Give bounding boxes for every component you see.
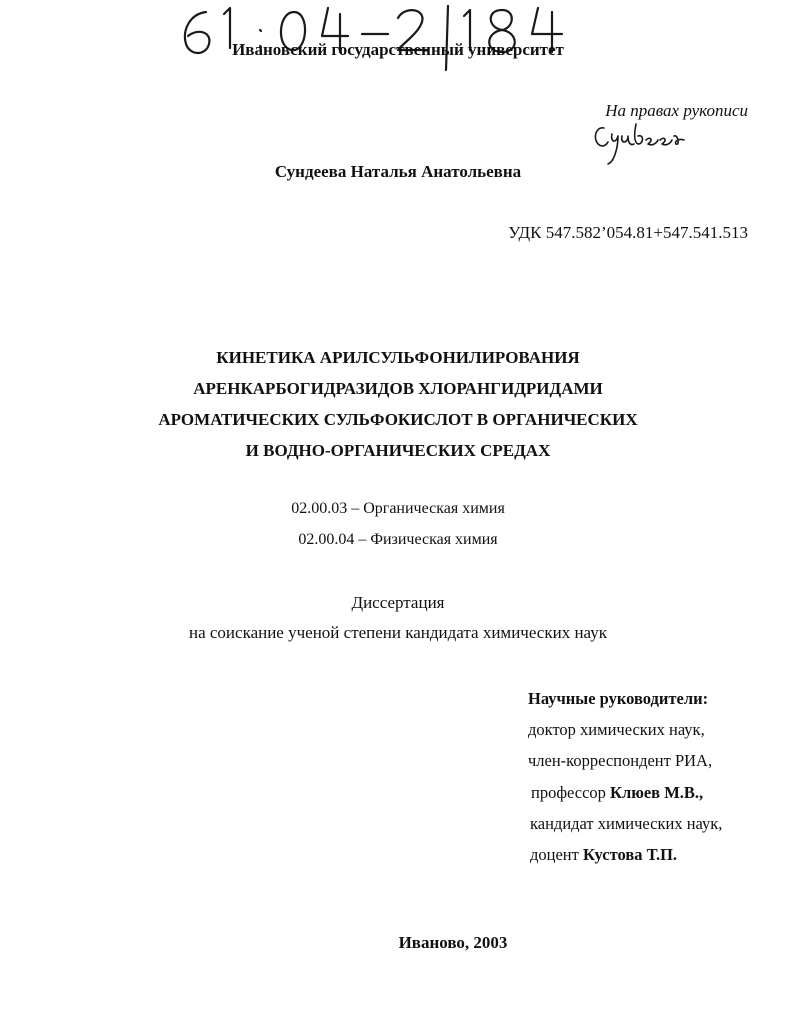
title-line: АРОМАТИЧЕСКИХ СУЛЬФОКИСЛОТ В ОРГАНИЧЕСКИХ xyxy=(158,410,638,429)
specialty-organic-chemistry: 02.00.03 – Органическая химия xyxy=(291,500,505,517)
supervisor-name: Кустова Т.П. xyxy=(582,845,678,865)
udk-code: УДК 547.582’054.81+547.541.513 xyxy=(508,223,748,242)
supervisors-block xyxy=(528,683,722,870)
title-line: АРЕНКАРБОГИДРАЗИДОВ ХЛОРАНГИДРИДАМИ xyxy=(193,379,603,398)
title-line: И ВОДНО-ОРГАНИЧЕСКИХ СРЕДАХ xyxy=(245,441,551,460)
manuscript-rights-note: На правах рукописи xyxy=(605,101,748,120)
degree-statement: на соискание ученой степени кандидата химических наук xyxy=(188,623,607,642)
supervisor-title: доцент xyxy=(530,845,583,865)
supervisor-line xyxy=(528,777,722,808)
dissertation-title xyxy=(48,342,748,466)
supervisor-line: доктор химических наук, xyxy=(528,720,705,740)
city-and-year: Иваново, 2003 xyxy=(398,933,508,952)
supervisor-line: член-корреспондент РИА, xyxy=(528,751,713,771)
author-name: Сундеева Наталья Анатольевна xyxy=(274,162,522,181)
title-line: КИНЕТИКА АРИЛСУЛЬФОНИЛИРОВАНИЯ xyxy=(216,348,580,367)
supervisor-line: кандидат химических наук, xyxy=(530,813,723,833)
supervisor-title: профессор xyxy=(531,782,611,802)
supervisor-line xyxy=(528,839,722,870)
supervisor-name: Клюев М.В., xyxy=(610,782,704,802)
specialty-physical-chemistry: 02.00.04 – Физическая химия xyxy=(298,531,498,548)
document-type: Диссертация xyxy=(351,593,445,612)
university-name: Ивановский государственный университет xyxy=(232,40,564,59)
supervisors-heading: Научные руководители: xyxy=(528,689,709,708)
author-signature xyxy=(590,118,690,168)
